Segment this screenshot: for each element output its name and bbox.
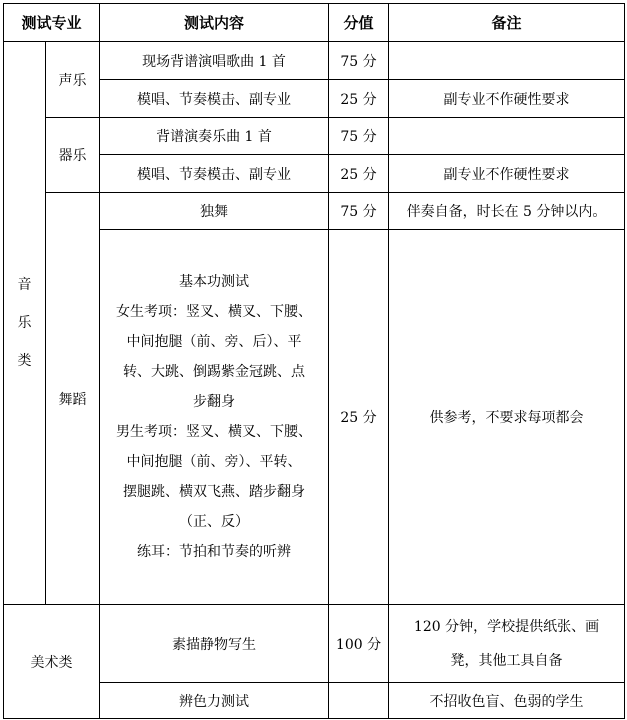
category-music-char: 音 [17, 277, 32, 293]
header-note: 备注 [389, 4, 625, 42]
score-cell [329, 683, 389, 719]
subcategory-dance: 舞蹈 [46, 193, 100, 605]
note-cell: 供参考，不要求每项都会 [389, 230, 625, 605]
content-cell: 素描静物写生 [100, 605, 329, 683]
content-line: 女生考项：竖叉、横叉、下腰、 [116, 304, 313, 320]
subcategory-vocal: 声乐 [46, 42, 100, 118]
category-music-char: 类 [17, 353, 32, 369]
category-music-char: 乐 [17, 315, 32, 331]
table-row [4, 118, 625, 155]
content-cell: 现场背谱演唱歌曲 1 首 [100, 42, 329, 80]
score-cell: 75 分 [329, 118, 389, 155]
content-cell: 模唱、节奏模击、副专业 [100, 155, 329, 193]
score-cell: 25 分 [329, 155, 389, 193]
content-cell: 独舞 [100, 193, 329, 230]
table-row [4, 193, 625, 230]
content-line: 步翻身 [193, 394, 236, 410]
note-cell: 伴奏自备，时长在 5 分钟以内。 [389, 193, 625, 230]
note-cell-multiline [389, 605, 625, 683]
content-cell: 模唱、节奏模击、副专业 [100, 80, 329, 118]
header-major: 测试专业 [4, 4, 100, 42]
content-cell-multiline [100, 230, 329, 605]
note-cell: 副专业不作硬性要求 [389, 155, 625, 193]
exam-table [3, 3, 625, 719]
note-cell: 不招收色盲、色弱的学生 [389, 683, 625, 719]
content-cell: 背谱演奏乐曲 1 首 [100, 118, 329, 155]
content-line: 练耳：节拍和节奏的听辨 [137, 544, 292, 560]
score-cell: 75 分 [329, 193, 389, 230]
header-content: 测试内容 [100, 4, 329, 42]
content-line: 中间抱腿（前、旁、后）、平 [126, 334, 302, 350]
header-score: 分值 [329, 4, 389, 42]
score-cell: 100 分 [329, 605, 389, 683]
note-cell [389, 118, 625, 155]
note-line: 120 分钟，学校提供纸张、画 [413, 618, 600, 635]
note-cell: 副专业不作硬性要求 [389, 80, 625, 118]
table-row [4, 605, 625, 683]
content-line: 基本功测试 [179, 274, 250, 290]
table-row [4, 42, 625, 80]
score-cell: 25 分 [329, 80, 389, 118]
content-line: （正、反） [179, 514, 250, 530]
content-line: 摆腿跳、横双飞燕、踏步翻身 [123, 484, 306, 500]
category-music [4, 42, 46, 605]
category-art: 美术类 [4, 605, 100, 719]
subcategory-instrumental: 器乐 [46, 118, 100, 193]
note-line: 凳，其他工具自备 [450, 652, 563, 669]
content-cell: 辨色力测试 [100, 683, 329, 719]
content-line: 转、大跳、倒踢紫金冠跳、点 [123, 364, 306, 380]
content-line: 中间抱腿（前、旁）、平转、 [126, 454, 302, 470]
score-cell: 25 分 [329, 230, 389, 605]
score-cell: 75 分 [329, 42, 389, 80]
content-line: 男生考项：竖叉、横叉、下腰、 [116, 424, 313, 440]
header-row [4, 4, 625, 42]
note-cell [389, 42, 625, 80]
